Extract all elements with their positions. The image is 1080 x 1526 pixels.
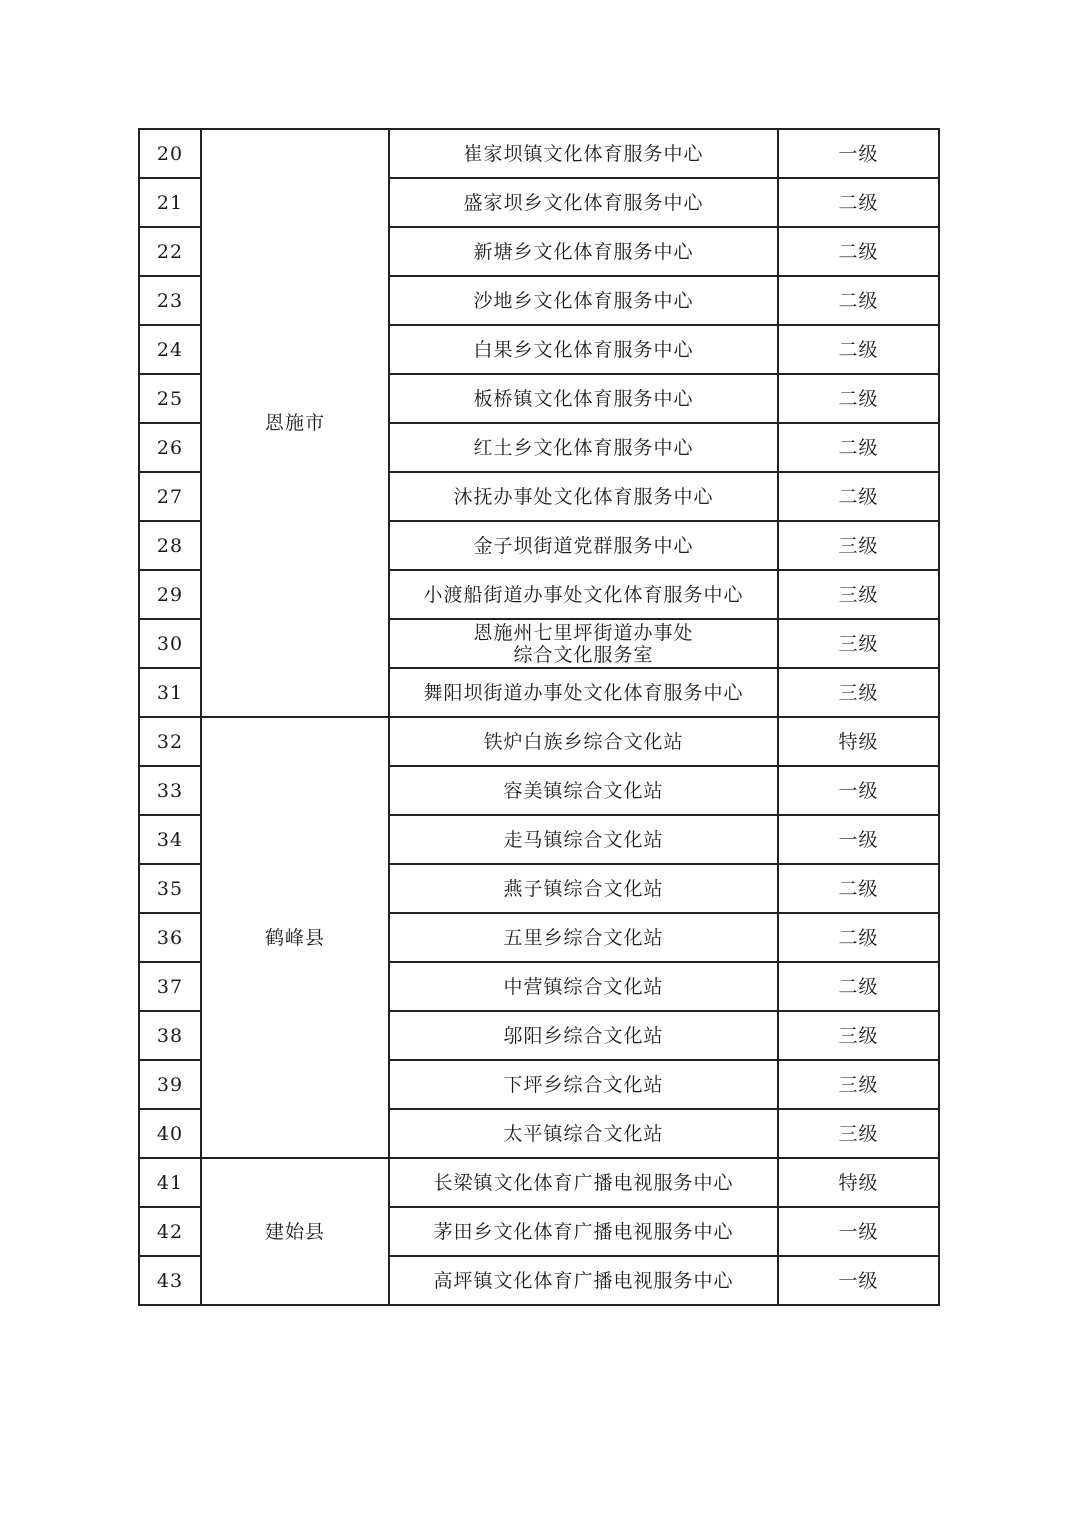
- level-cell: 二级: [778, 374, 939, 423]
- level-cell: 二级: [778, 276, 939, 325]
- station-name-cell: [389, 1109, 778, 1158]
- station-name-line: 新塘乡文化体育服务中心: [473, 240, 694, 263]
- station-name-line: 崔家坝镇文化体育服务中心: [463, 142, 704, 165]
- row-number-cell: 37: [139, 962, 201, 1011]
- level-cell: 一级: [778, 766, 939, 815]
- station-name-line: 容美镇综合文化站: [503, 779, 664, 802]
- row-number-cell: 31: [139, 668, 201, 717]
- station-name-line: 沙地乡文化体育服务中心: [473, 289, 694, 312]
- station-name-cell: [389, 129, 778, 178]
- station-name-line: 沐抚办事处文化体育服务中心: [453, 485, 714, 508]
- station-name-cell: [389, 227, 778, 276]
- station-name-line: 五里乡综合文化站: [503, 926, 664, 949]
- row-number-cell: 32: [139, 717, 201, 766]
- level-cell: 特级: [778, 1158, 939, 1207]
- station-name-cell: [389, 1256, 778, 1305]
- table-body: [139, 129, 939, 1305]
- level-cell: 三级: [778, 1109, 939, 1158]
- station-name-cell: [389, 276, 778, 325]
- row-number-cell: 26: [139, 423, 201, 472]
- station-name-cell: [389, 619, 778, 668]
- row-number-cell: 28: [139, 521, 201, 570]
- station-name-line: 综合文化服务室: [513, 643, 654, 666]
- station-name-cell: [389, 962, 778, 1011]
- station-name-cell: [389, 1060, 778, 1109]
- level-cell: 二级: [778, 423, 939, 472]
- station-name-cell: [389, 815, 778, 864]
- row-number-cell: 43: [139, 1256, 201, 1305]
- station-name-line: 恩施州七里坪街道办事处: [473, 621, 694, 644]
- row-number-cell: 25: [139, 374, 201, 423]
- county-cell: 恩施市: [201, 129, 389, 717]
- row-number-cell: 22: [139, 227, 201, 276]
- county-cell: 建始县: [201, 1158, 389, 1305]
- row-number-cell: 20: [139, 129, 201, 178]
- station-name-line: 太平镇综合文化站: [503, 1122, 664, 1145]
- level-cell: 二级: [778, 913, 939, 962]
- station-name-line: 盛家坝乡文化体育服务中心: [463, 191, 704, 214]
- station-name-line: 高坪镇文化体育广播电视服务中心: [433, 1269, 734, 1292]
- station-name-line: 燕子镇综合文化站: [503, 877, 664, 900]
- table-row: [139, 717, 939, 766]
- county-cell: 鹤峰县: [201, 717, 389, 1158]
- station-name-cell: [389, 1011, 778, 1060]
- row-number-cell: 27: [139, 472, 201, 521]
- station-name-line: 中营镇综合文化站: [503, 975, 664, 998]
- station-name-cell: [389, 913, 778, 962]
- level-cell: 二级: [778, 962, 939, 1011]
- station-name-cell: [389, 1158, 778, 1207]
- station-name-line: 小渡船街道办事处文化体育服务中心: [423, 583, 744, 606]
- level-cell: 三级: [778, 570, 939, 619]
- station-name-line: 白果乡文化体育服务中心: [473, 338, 694, 361]
- level-cell: 一级: [778, 1207, 939, 1256]
- level-cell: 三级: [778, 668, 939, 717]
- level-cell: 三级: [778, 1011, 939, 1060]
- station-name-cell: [389, 864, 778, 913]
- row-number-cell: 35: [139, 864, 201, 913]
- level-cell: 一级: [778, 129, 939, 178]
- station-name-line: 红土乡文化体育服务中心: [473, 436, 694, 459]
- level-cell: 二级: [778, 178, 939, 227]
- station-name-line: 长梁镇文化体育广播电视服务中心: [433, 1171, 734, 1194]
- level-cell: 一级: [778, 1256, 939, 1305]
- station-name-line: 金子坝街道党群服务中心: [473, 534, 694, 557]
- row-number-cell: 24: [139, 325, 201, 374]
- table-row: [139, 1158, 939, 1207]
- level-cell: 二级: [778, 325, 939, 374]
- station-name-cell: [389, 178, 778, 227]
- station-name-line: 铁炉白族乡综合文化站: [483, 730, 684, 753]
- row-number-cell: 39: [139, 1060, 201, 1109]
- level-cell: 三级: [778, 1060, 939, 1109]
- station-name-line: 下坪乡综合文化站: [503, 1073, 664, 1096]
- row-number-cell: 36: [139, 913, 201, 962]
- level-cell: 二级: [778, 472, 939, 521]
- station-name-cell: [389, 570, 778, 619]
- station-name-line: 邬阳乡综合文化站: [503, 1024, 664, 1047]
- station-name-cell: [389, 325, 778, 374]
- station-name-cell: [389, 1207, 778, 1256]
- station-name-line: 茅田乡文化体育广播电视服务中心: [433, 1220, 734, 1243]
- row-number-cell: 34: [139, 815, 201, 864]
- station-name-line: 板桥镇文化体育服务中心: [473, 387, 694, 410]
- rating-table: [138, 128, 940, 1306]
- station-name-cell: [389, 766, 778, 815]
- station-name-cell: [389, 374, 778, 423]
- row-number-cell: 21: [139, 178, 201, 227]
- station-name-cell: [389, 472, 778, 521]
- level-cell: 二级: [778, 864, 939, 913]
- station-name-line: 舞阳坝街道办事处文化体育服务中心: [423, 681, 744, 704]
- station-name-cell: [389, 717, 778, 766]
- level-cell: 一级: [778, 815, 939, 864]
- level-cell: 特级: [778, 717, 939, 766]
- station-name-cell: [389, 521, 778, 570]
- row-number-cell: 30: [139, 619, 201, 668]
- row-number-cell: 41: [139, 1158, 201, 1207]
- station-name-cell: [389, 668, 778, 717]
- row-number-cell: 40: [139, 1109, 201, 1158]
- row-number-cell: 42: [139, 1207, 201, 1256]
- station-name-cell: [389, 423, 778, 472]
- row-number-cell: 29: [139, 570, 201, 619]
- level-cell: 三级: [778, 619, 939, 668]
- rating-table-container: [138, 128, 940, 1306]
- table-row: [139, 129, 939, 178]
- level-cell: 三级: [778, 521, 939, 570]
- row-number-cell: 23: [139, 276, 201, 325]
- row-number-cell: 33: [139, 766, 201, 815]
- level-cell: 二级: [778, 227, 939, 276]
- station-name-line: 走马镇综合文化站: [503, 828, 664, 851]
- row-number-cell: 38: [139, 1011, 201, 1060]
